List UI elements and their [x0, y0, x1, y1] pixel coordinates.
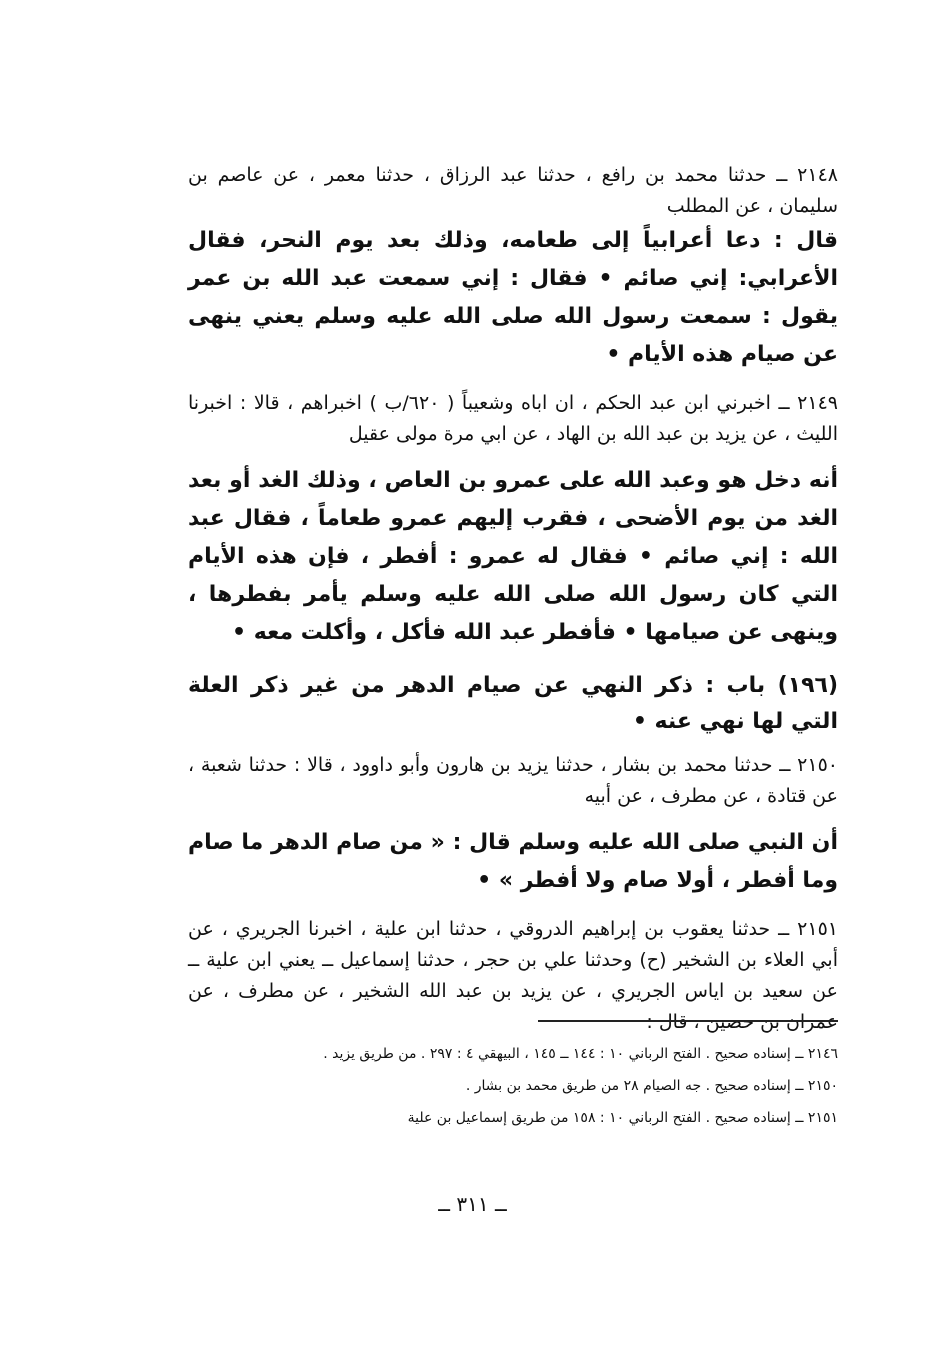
chapter-heading: (١٩٦) باب : ذكر النهي عن صيام الدهر من غير ذكر العلة التي لها نهي عنه •	[188, 673, 838, 734]
footnote: ٢١٤٦ ــ إسناده صحيح . الفتح الرباني ١٠ : ١٤٤ ــ ١٤٥ ، البيهقي ٤ : ٢٩٧ . من طريق يزيد .	[323, 1046, 838, 1062]
hadith-2150-matn: أن النبي صلى الله عليه وسلم قال : « من صام الدهر ما صام وما أفطر ، أولا صام ولا أفطر » •	[188, 830, 838, 893]
footnote: ٢١٥٠ ــ إسناده صحيح . جه الصيام ٢٨ من طريق محمد بن بشار .	[465, 1078, 838, 1094]
main-text	[188, 160, 838, 1038]
hadith-2150-isnad: ٢١٥٠ ــ حدثنا محمد بن بشار ، حدثنا يزيد بن هارون وأبو داوود ، قالا : حدثنا شعبة ، عن قتادة ، عن مطرف ، عن أبيه	[188, 754, 838, 807]
hadith-2148-isnad: ٢١٤٨ ــ حدثنا محمد بن رافع ، حدثنا عبد الرزاق ، حدثنا معمر ، عن عاصم بن سليمان ، عن المطلب	[188, 164, 838, 217]
page-number: ــ ٣١١ ــ	[438, 1192, 507, 1216]
hadith-2149-isnad: ٢١٤٩ ــ اخبرني ابن عبد الحكم ، ان اباه وشعيباً ( ٦٢٠/ب ) اخبراهم ، قالا : اخبرنا الليث ، عن يزيد بن عبد الله بن الهاد ، عن ابي مرة مولى عقيل	[188, 392, 838, 445]
hadith-2151-isnad: ٢١٥١ ــ حدثنا يعقوب بن إبراهيم الدروقي ، حدثنا ابن علية ، اخبرنا الجريري ، عن أبي العلاء بن الشخير (ح) وحدثنا علي بن حجر ، حدثنا إسماعيل ــ يعني ابن علية ــ عن سعيد بن اياس الجريري ، عن يزيد بن عبد الله الشخير ، عن مطرف ، عن عمران بن حصين ، قال :	[188, 918, 838, 1033]
footnotes	[188, 1040, 838, 1136]
footnote: ٢١٥١ ــ إسناده صحيح . الفتح الرباني ١٠ : ١٥٨ من طريق إسماعيل بن علية	[407, 1110, 838, 1126]
hadith-2149-matn: أنه دخل هو وعبد الله على عمرو بن العاص ، وذلك الغد أو بعد الغد من يوم الأضحى ، فقرب إليهم عمرو طعاماً ، فقال عبد الله : إني صائم • فقال له عمرو : أفطر ، فإن هذه الأيام التي كان رسول الله صلى الله عليه وسلم يأمر بفطرها ، وينهى عن صيامها • فأفطر عبد الله فأكل ، وأكلت معه •	[188, 468, 838, 645]
hadith-2148-matn: قال : دعا أعرابياً إلى طعامه، وذلك بعد يوم النحر، فقال الأعرابي: إني صائم • فقال : إني سمعت عبد الله بن عمر يقول : سمعت رسول الله صلى الله عليه وسلم يعني ينهى عن صيام هذه الأيام •	[188, 228, 838, 367]
footnote-separator	[538, 1020, 838, 1022]
